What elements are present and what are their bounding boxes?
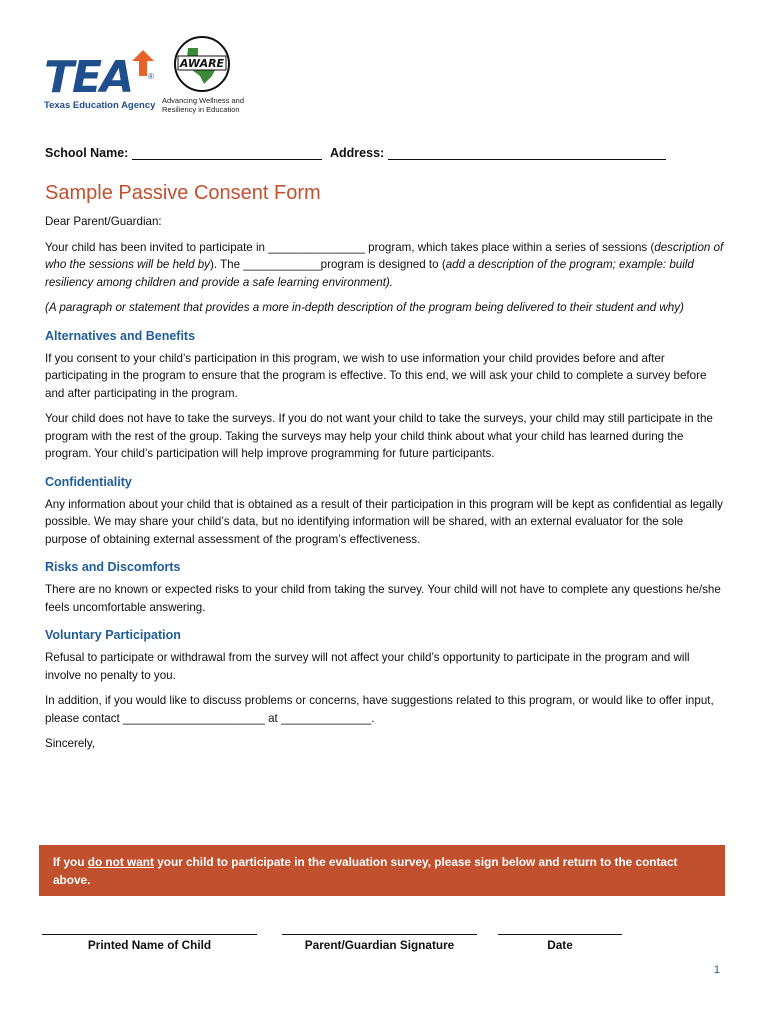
header-logos [44, 34, 264, 119]
aware-logo-text: AWARE [179, 57, 225, 70]
guardian-signature-label: Parent/Guardian Signature [304, 938, 455, 952]
program-blank-2[interactable]: ____________ [243, 258, 321, 271]
address-field[interactable] [330, 146, 666, 160]
school-name-field[interactable] [45, 146, 330, 160]
voluntary-p1: Refusal to participate or withdrawal from the survey will not affect your child’s opportunity to participate in the program and will involve no penalty to you. [45, 651, 690, 682]
child-name-field[interactable] [42, 922, 257, 952]
date-line[interactable] [498, 922, 622, 935]
alternatives-p2: Your child does not have to take the surveys. If you do not want your child to take the surveys, your child may still participate in the program with the rest of the group. Taking the surveys may help your child think about what your child has learned during the program. Your child’s participation will help improve programming for future participants. [45, 412, 713, 460]
voluntary-p2: In addition, if you would like to discuss problems or concerns, have suggestions related to this program, or would like to offer input, please contact ______________________ at ______________. [45, 694, 714, 725]
tea-agency-name: Texas Education Agency [44, 100, 156, 111]
alternatives-p1: If you consent to your child’s participation in this program, we wish to use information your child provides before and after participating in the program to ensure that the program is effective. To this end, we will ask your child to complete a survey before and after participating in the program. [45, 351, 707, 400]
page-title: Sample Passive Consent Form [45, 182, 321, 204]
risks-heading: Risks and Discomforts [45, 560, 181, 574]
guardian-signature-field[interactable] [282, 922, 477, 952]
page-number: 1 [713, 964, 720, 976]
closing: Sincerely, [45, 737, 96, 750]
tea-logo-text: TEA [44, 52, 133, 103]
opt-out-notice: If you do not want your child to participate in the evaluation survey, please sign below and return to the contact above. [39, 845, 725, 896]
school-name-line[interactable] [132, 148, 322, 160]
aware-logo [172, 34, 232, 94]
date-field[interactable] [498, 922, 622, 952]
child-name-label: Printed Name of Child [87, 938, 212, 952]
form-body [45, 146, 725, 761]
risks-p1: There are no known or expected risks to your child from taking the survey. Your child will not have to complete any questions he/she feels uncomfortable answering. [45, 583, 721, 614]
registered-mark: ® [148, 72, 154, 81]
date-label: Date [547, 938, 573, 952]
voluntary-heading: Voluntary Participation [45, 628, 181, 642]
contact-info-blank[interactable]: ______________ [280, 711, 372, 725]
signature-area [42, 922, 642, 962]
confidentiality-heading: Confidentiality [45, 474, 132, 489]
notice-underlined: do not want [87, 855, 154, 869]
paragraph-note: (A paragraph or statement that provides a more in-depth description of the program being delivered to their student and why) [45, 301, 684, 314]
confidentiality-p1: Any information about your child that is obtained as a result of their participation in this program will be kept as confidential as legally possible. We may share your child’s data, but no identifying information will be shared, with an external evaluator for the sole purpose of obtaining external assessment of the program’s effectiveness. [45, 497, 723, 546]
header-fields [45, 146, 725, 160]
address-label: Address: [330, 146, 385, 160]
address-line[interactable] [388, 148, 666, 160]
salutation: Dear Parent/Guardian: [45, 215, 162, 228]
intro-paragraph: Your child has been invited to participate in _______________ program, which takes place within a series of sessions (description of who the sessions will be held by). The ____________program is designed to (add a description of the program; example: build resiliency among children and provide a safe learning environment). [45, 240, 724, 289]
contact-name-blank[interactable]: ______________________ [123, 711, 265, 725]
school-name-label: School Name: [45, 146, 129, 160]
alternatives-heading: Alternatives and Benefits [45, 328, 196, 343]
aware-tagline: Advancing Wellness and Resiliency in Education [162, 96, 244, 114]
guardian-signature-line[interactable] [282, 922, 477, 935]
program-blank[interactable]: _______________ [268, 240, 365, 254]
child-name-line[interactable] [42, 922, 257, 935]
